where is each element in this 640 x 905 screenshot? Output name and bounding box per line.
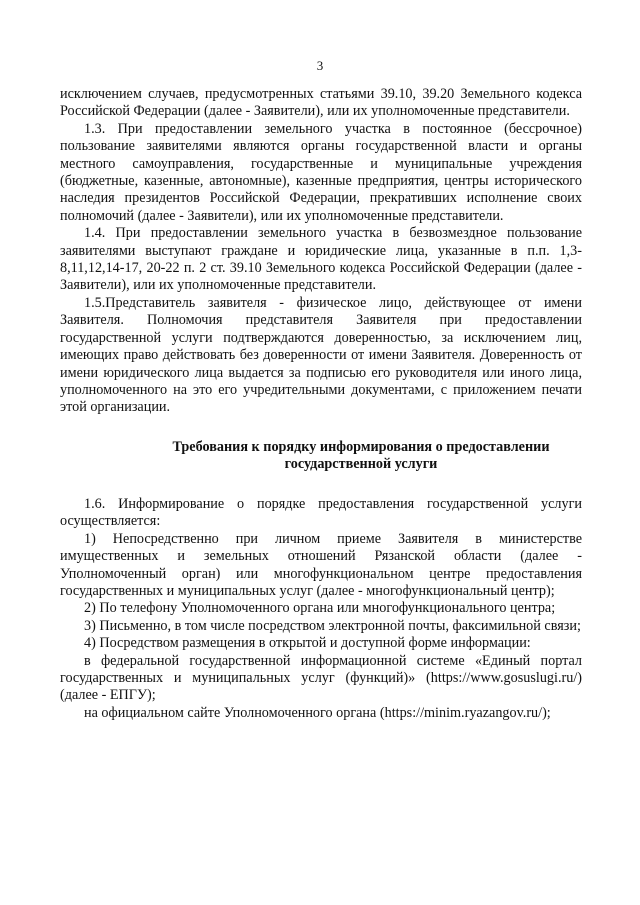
section-heading-line1: Требования к порядку информирования о предоставлении [172,438,550,455]
paragraph-1-6: 1.6. Информирование о порядке предоставления государственной услуги осуществляется: [60,495,582,530]
paragraph-1-5: 1.5.Представитель заявителя - физическое лицо, действующее от имени Заявителя. Полномочия представителя Заявителя при предоставлении государственной услуги подтверждаются доверенностью, за исключением лиц, имеющих право действовать без доверенности от имени Заявителя. Доверенность от имени юридического лица выдается за подписью его руководителя или иного лица, уполномоченного на это его учредительными документами, с приложением печати этой организации. [60,294,582,416]
paragraph-continuation: исключением случаев, предусмотренных статьями 39.10, 39.20 Земельного кодекса Российской Федерации (далее - Заявители), или их уполномоченные представители. [60,86,582,120]
list-item-4-official-site: на официальном сайте Уполномоченного органа (https://minim.ryazangov.ru/); [84,704,551,721]
list-item-2: 2) По телефону Уполномоченного органа или многофункционального центра; [84,600,556,617]
list-item-4-epgu: в федеральной государственной информационной системе «Единый портал государственных и муниципальных услуг (функций)» (https://www.gosuslugi.ru/) (далее - ЕПГУ); [60,652,582,704]
paragraph-1-4: 1.4. При предоставлении земельного участка в безвозмездное пользование заявителями выступают граждане и юридические лица, указанные в п.п. 1,3-8,11,12,14-17, 20-22 п. 2 ст. 39.10 Земельного кодекса Российской Федерации (далее - Заявители), или их уполномоченные представители. [60,225,582,294]
list-item-1: 1) Непосредственно при личном приеме Заявителя в министерстве имущественных и земельных отношений Рязанской области (далее - Уполномоченный орган) или многофункциональном центре предоставления государственных и муниципальных услуг (далее - многофункциональный центр); [60,530,582,599]
section-heading-line2: государственной услуги [284,456,438,473]
list-item-4: 4) Посредством размещения в открытой и доступной форме информации: [84,635,531,652]
document-body [60,86,582,722]
section-heading [60,439,582,474]
page-number: 3 [316,58,324,73]
paragraph-1-3: 1.3. При предоставлении земельного участка в постоянное (бессрочное) пользование заявителями являются органы государственной власти и органы местного самоуправления, государственные и муниципальные учреждения (бюджетные, казенные, автономные), казенные предприятия, центры исторического наследия президентов Российской Федерации, прекративших исполнение своих полномочий (далее - Заявители), или их уполномоченные представители. [60,120,582,224]
list-item-3: 3) Письменно, в том числе посредством электронной почты, факсимильной связи; [84,617,581,634]
